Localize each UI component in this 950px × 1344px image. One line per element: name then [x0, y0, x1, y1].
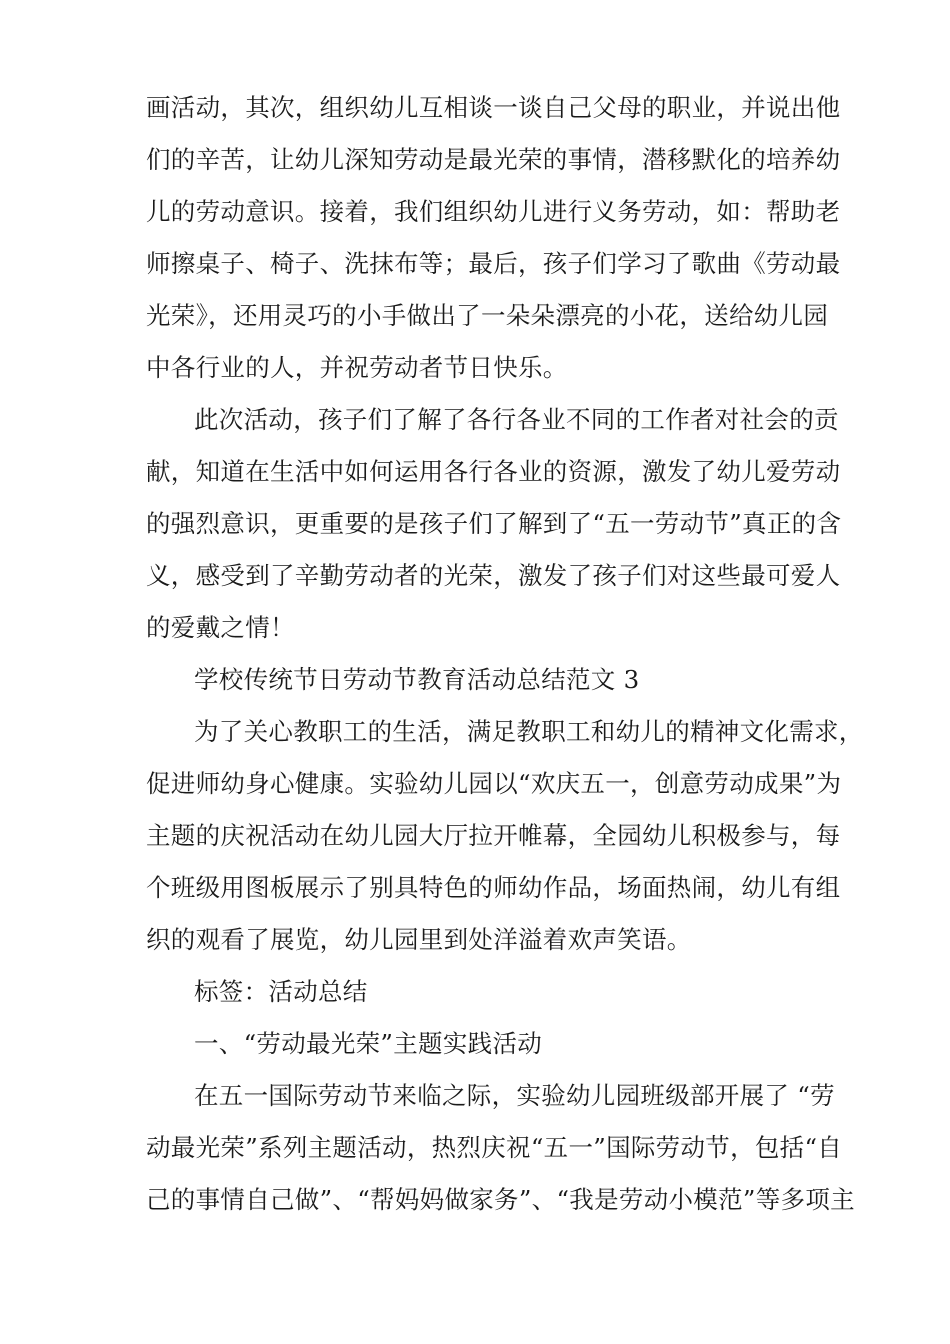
text-line: 画活动，其次，组织幼儿互相谈一谈自己父母的职业，并说出他	[146, 93, 841, 122]
text-line: 促进师幼身心健康。实验幼儿园以“欢庆五一，创意劳动成果”为	[146, 769, 842, 798]
text-line: 个班级用图板展示了别具特色的师幼作品，场面热闹，幼儿有组	[146, 873, 841, 902]
text-line: 在五一国际劳动节来临之际，实验幼儿园班级部开展了 “劳	[194, 1081, 835, 1110]
text-line: 的强烈意识，更重要的是孩子们了解到了“五一劳动节”真正的含	[146, 509, 842, 538]
text-line: 献，知道在生活中如何运用各行各业的资源，激发了幼儿爱劳动	[146, 457, 841, 486]
text-line: 们的辛苦，让幼儿深知劳动是最光荣的事情，潜移默化的培养幼	[146, 145, 841, 174]
text-line: 义，感受到了辛勤劳动者的光荣，激发了孩子们对这些最可爱人	[146, 561, 841, 590]
tag-line: 标签：活动总结	[194, 977, 368, 1006]
section-heading: 学校传统节日劳动节教育活动总结范文 3	[194, 665, 640, 694]
text-line: 己的事情自己做”、“帮妈妈做家务”、“我是劳动小模范”等多项主	[146, 1185, 855, 1214]
subheading: 一、“劳动最光荣”主题实践活动	[194, 1029, 543, 1058]
text-line: 的爱戴之情！	[146, 613, 295, 642]
text-line: 儿的劳动意识。接着，我们组织幼儿进行义务劳动，如：帮助老	[146, 197, 841, 226]
text-line: 为了关心教职工的生活，满足教职工和幼儿的精神文化需求，	[194, 717, 864, 746]
text-line: 中各行业的人，并祝劳动者节日快乐。	[146, 353, 568, 382]
text-line: 此次活动，孩子们了解了各行各业不同的工作者对社会的贡	[194, 405, 839, 434]
text-line: 师擦桌子、椅子、洗抹布等；最后，孩子们学习了歌曲《劳动最	[146, 249, 841, 278]
text-line: 动最光荣”系列主题活动，热烈庆祝“五一”国际劳动节，包括“自	[146, 1133, 843, 1162]
text-line: 光荣》，还用灵巧的小手做出了一朵朵漂亮的小花，送给幼儿园	[146, 301, 829, 330]
text-line: 主题的庆祝活动在幼儿园大厅拉开帷幕，全园幼儿积极参与，每	[146, 821, 841, 850]
text-line: 织的观看了展览，幼儿园里到处洋溢着欢声笑语。	[146, 925, 692, 954]
